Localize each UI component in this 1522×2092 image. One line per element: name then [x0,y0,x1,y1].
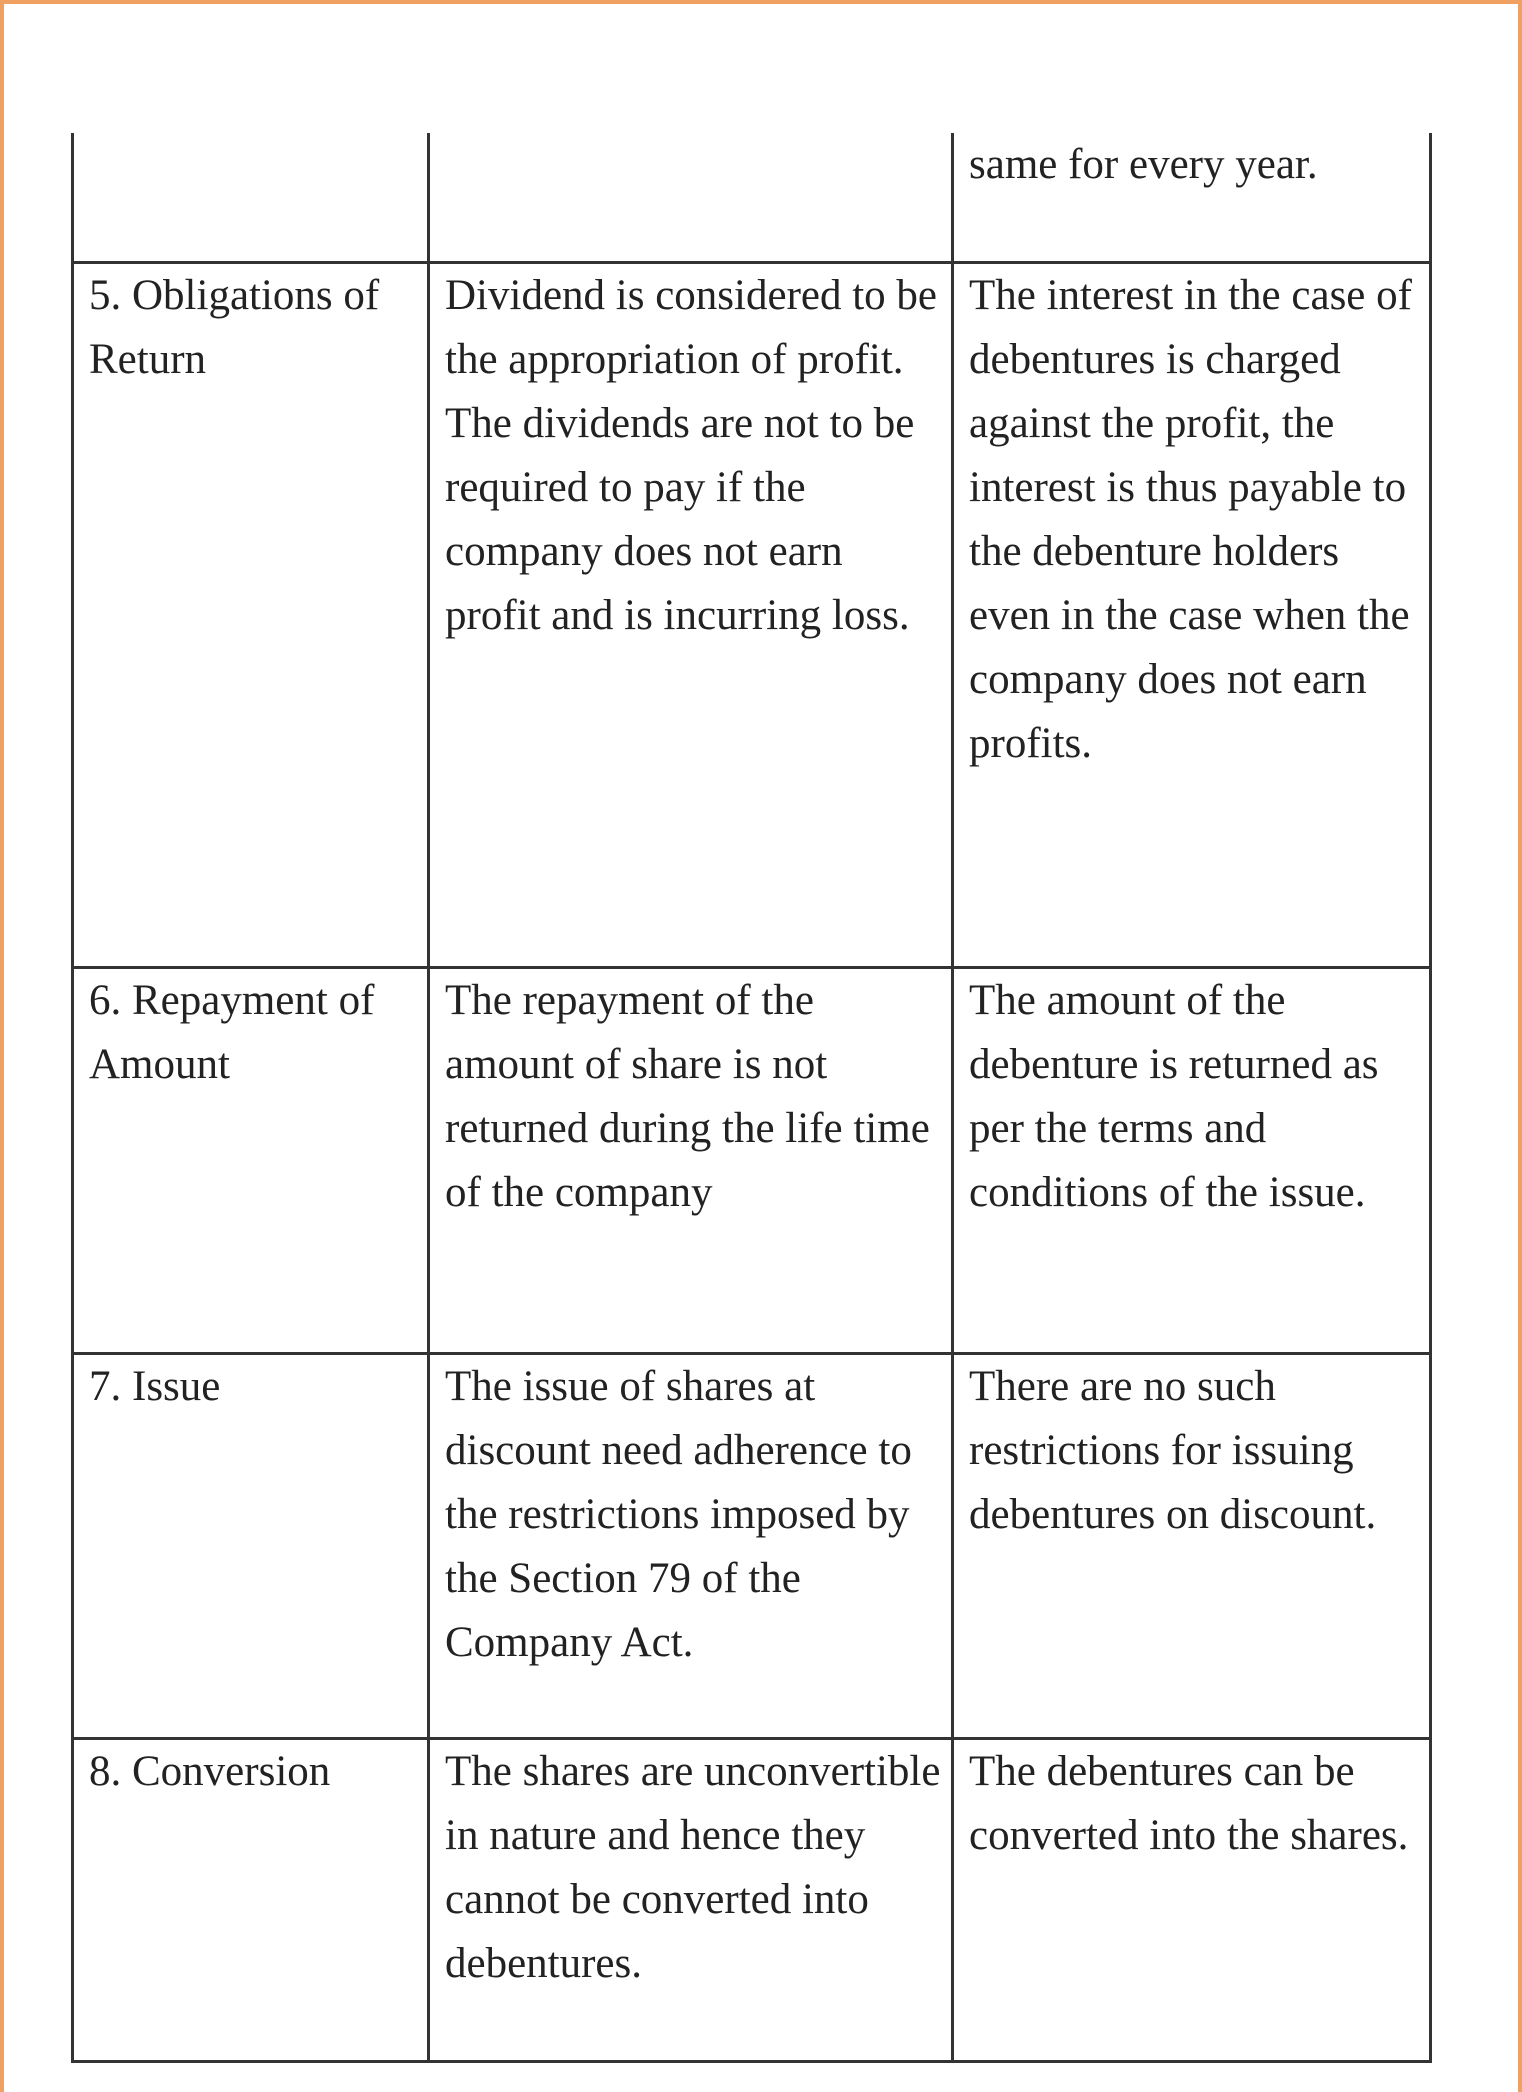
feature-cell [73,133,429,262]
debentures-cell: same for every year. [953,133,1431,262]
shares-cell: The shares are unconvertible in nature and hence they cannot be converted into debentures. [429,1738,953,2061]
shares-vs-debentures-table [71,133,1432,2063]
shares-cell: Dividend is considered to be the appropriation of profit. The dividends are not to be required to pay if the company does not earn profit and is incurring loss. [429,262,953,967]
shares-cell: The repayment of the amount of share is not returned during the life time of the company [429,967,953,1353]
feature-cell: 8. Conversion [73,1738,429,2061]
table-row [73,262,1431,967]
debentures-cell: The amount of the debenture is returned as per the terms and conditions of the issue. [953,967,1431,1353]
feature-cell: 6. Repayment of Amount [73,967,429,1353]
shares-cell: The issue of shares at discount need adherence to the restrictions imposed by the Section 79 of the Company Act. [429,1353,953,1738]
debentures-cell: The debentures can be converted into the shares. [953,1738,1431,2061]
table-row [73,133,1431,262]
debentures-cell: There are no such restrictions for issuing debentures on discount. [953,1353,1431,1738]
table-row [73,1738,1431,2061]
table-row [73,1353,1431,1738]
feature-cell: 5. Obligations of Return [73,262,429,967]
debentures-cell: The interest in the case of debentures is charged against the profit, the interest is thus payable to the debenture holders even in the case when the company does not earn profits. [953,262,1431,967]
shares-cell [429,133,953,262]
table-row [73,967,1431,1353]
feature-cell: 7. Issue [73,1353,429,1738]
